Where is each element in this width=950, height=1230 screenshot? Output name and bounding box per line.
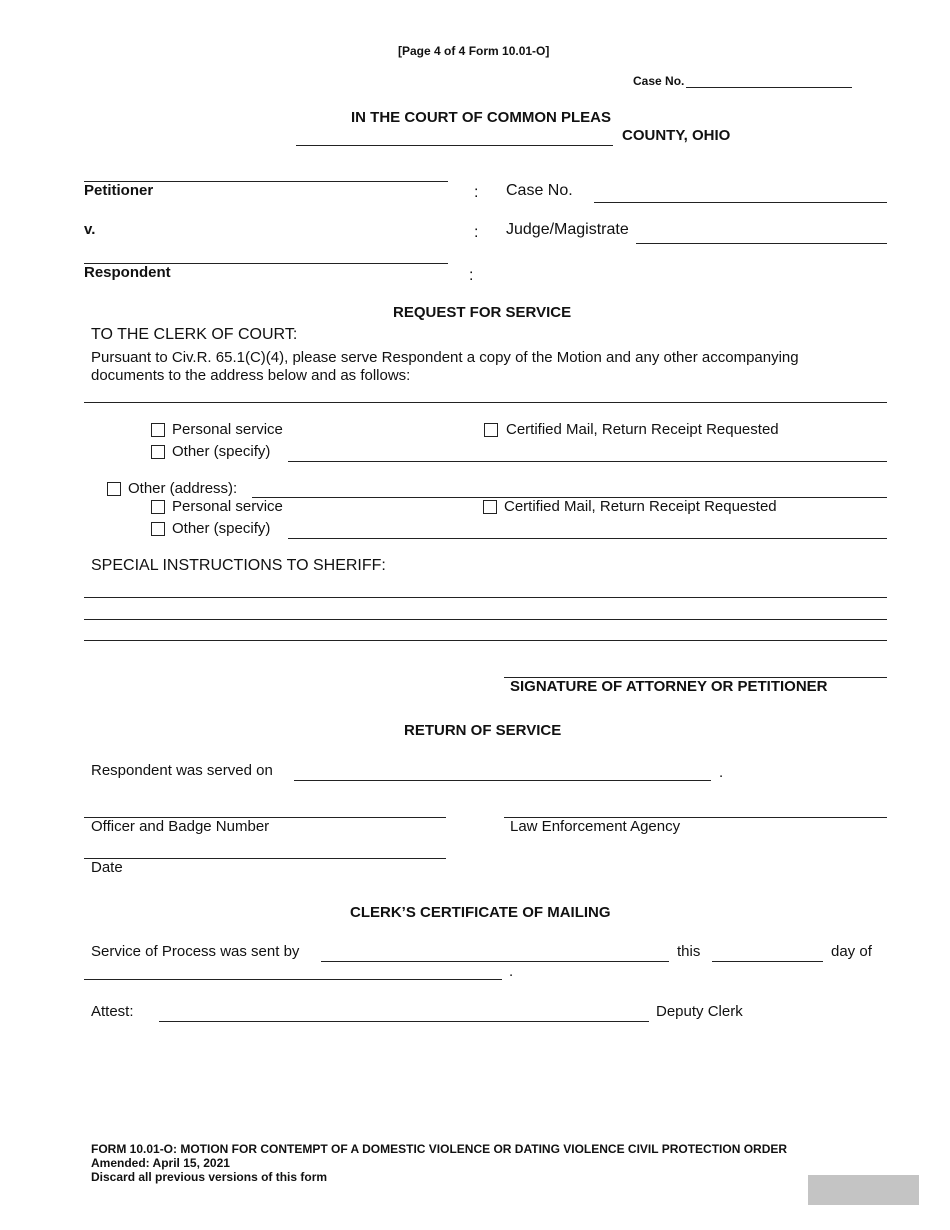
caption-colon: :: [469, 267, 474, 284]
day-of-label: day of: [831, 943, 872, 960]
page-label: [Page 4 of 4 Form 10.01-O]: [398, 44, 550, 58]
attest-label: Attest:: [91, 1003, 134, 1020]
special-instructions-line-1[interactable]: [84, 597, 887, 598]
court-title: IN THE COURT OF COMMON PLEAS: [351, 109, 611, 126]
to-clerk-label: TO THE CLERK OF COURT:: [91, 326, 298, 343]
footer-discard: Discard all previous versions of this form: [91, 1170, 328, 1184]
certified-mail-checkbox-2[interactable]: [483, 500, 497, 514]
footer-amended: Amended: April 15, 2021: [91, 1156, 230, 1170]
versus-label: v.: [84, 221, 96, 238]
judge-field[interactable]: [636, 243, 887, 244]
served-on-field[interactable]: [294, 780, 711, 781]
month-year-field[interactable]: [84, 979, 502, 980]
date-label: Date: [91, 859, 123, 876]
personal-service-checkbox[interactable]: [151, 423, 165, 437]
county-name-field[interactable]: [296, 145, 613, 146]
other-specify-label: Other (specify): [172, 443, 271, 460]
personal-service-label-2: Personal service: [172, 498, 283, 515]
special-instructions-line-2[interactable]: [84, 619, 887, 620]
certified-mail-label-2: Certified Mail, Return Receipt Requested: [504, 498, 777, 515]
caption-colon: :: [474, 184, 479, 201]
county-label: COUNTY, OHIO: [622, 127, 731, 144]
other-address-label: Other (address):: [128, 480, 238, 497]
clerk-certificate-heading: CLERK’S CERTIFICATE OF MAILING: [350, 904, 611, 921]
other-specify-checkbox-2[interactable]: [151, 522, 165, 536]
header-case-no-label: Case No.: [633, 74, 685, 88]
personal-service-checkbox-2[interactable]: [151, 500, 165, 514]
officer-label: Officer and Badge Number: [91, 818, 270, 835]
personal-service-label: Personal service: [172, 421, 283, 438]
other-address-checkbox[interactable]: [107, 482, 121, 496]
attest-field[interactable]: [159, 1021, 649, 1022]
request-instruction: Pursuant to Civ.R. 65.1(C)(4), please serve Respondent a copy of the Motion and any other accompanying documents to the address below and as follows:: [91, 349, 799, 384]
other-specify-checkbox[interactable]: [151, 445, 165, 459]
other-specify-field[interactable]: [288, 461, 887, 462]
served-on-period: .: [719, 764, 724, 781]
certified-mail-checkbox[interactable]: [484, 423, 498, 437]
sent-by-field[interactable]: [321, 961, 669, 962]
month-year-period: .: [509, 963, 514, 980]
certified-mail-label: Certified Mail, Return Receipt Requested: [506, 421, 779, 438]
sent-by-label: Service of Process was sent by: [91, 943, 300, 960]
footer-gray-block: [808, 1175, 919, 1205]
date-field[interactable]: [84, 858, 446, 859]
petitioner-label: Petitioner: [84, 182, 154, 199]
agency-label: Law Enforcement Agency: [510, 818, 681, 835]
day-field[interactable]: [712, 961, 823, 962]
other-specify-label-2: Other (specify): [172, 520, 271, 537]
divider: [84, 402, 887, 403]
header-case-no-field[interactable]: [686, 87, 852, 88]
caption-case-no-label: Case No.: [506, 182, 573, 199]
request-heading: REQUEST FOR SERVICE: [393, 304, 572, 321]
caption-colon: :: [474, 224, 479, 241]
judge-label: Judge/Magistrate: [506, 221, 629, 238]
respondent-label: Respondent: [84, 264, 171, 281]
special-instructions-line-3[interactable]: [84, 640, 887, 641]
special-instructions-label: SPECIAL INSTRUCTIONS TO SHERIFF:: [91, 557, 386, 574]
served-on-label: Respondent was served on: [91, 762, 273, 779]
this-label: this: [677, 943, 701, 960]
other-specify-field-2[interactable]: [288, 538, 887, 539]
footer-form-title: FORM 10.01-O: MOTION FOR CONTEMPT OF A DOMESTIC VIOLENCE OR DATING VIOLENCE CIVIL PROTECTION ORDER: [91, 1142, 788, 1156]
signature-label: SIGNATURE OF ATTORNEY OR PETITIONER: [510, 678, 828, 695]
deputy-clerk-label: Deputy Clerk: [656, 1003, 743, 1020]
return-heading: RETURN OF SERVICE: [404, 722, 562, 739]
caption-case-no-field[interactable]: [594, 202, 887, 203]
